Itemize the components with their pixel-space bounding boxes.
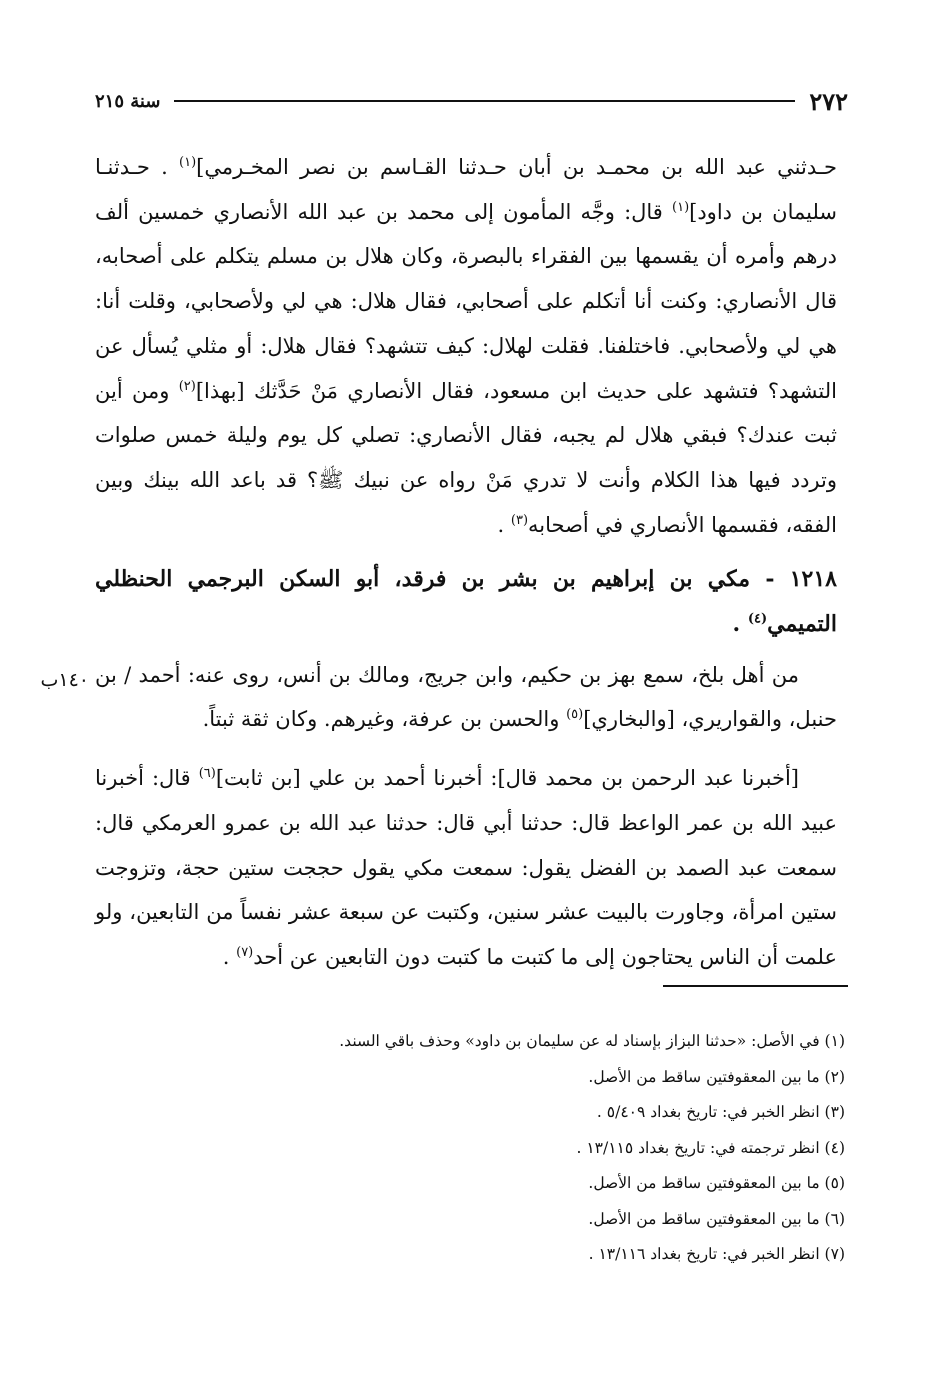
main-text bbox=[40, 145, 838, 980]
footnote: (٤) انظر ترجمته في: تاريخ بغداد ١٣/١١٥ . bbox=[576, 1138, 845, 1157]
page-number: ٢٧٢ bbox=[809, 86, 848, 116]
footnote-ref: (٢) bbox=[178, 378, 196, 394]
footnote-ref: (٣) bbox=[510, 512, 529, 528]
footnote-ref: (٤) bbox=[747, 611, 768, 627]
footnote-ref: (٥) bbox=[566, 707, 584, 723]
margin-folio-note: ١٤٠ب bbox=[40, 668, 89, 691]
paragraph-biography: ١٤٠ب من أهل بلخ، سمع بهز بن حكيم، وابن جريج، ومالك بن أنس، روى عنه: أحمد / بن حنبل، والقواريري، [والبخاري]$^{(٥)}$ والحسن بن عرفة، وغيرهم. وكان ثقة ثبتاً. bbox=[95, 653, 837, 742]
footnote: (٣) انظر الخبر في: تاريخ بغداد ٥/٤٠٩ . bbox=[596, 1103, 845, 1121]
running-header bbox=[95, 86, 848, 116]
header-rule bbox=[174, 100, 795, 102]
footnote-rule bbox=[663, 985, 848, 987]
footnote: (٦) ما بين المعقوفتين ساقط من الأصل. bbox=[588, 1209, 845, 1228]
footnote-ref: (٦) bbox=[198, 766, 216, 782]
footnote: (٢) ما بين المعقوفتين ساقط من الأصل. bbox=[588, 1067, 845, 1086]
footnote-ref: (٧) bbox=[236, 944, 254, 960]
footnote-ref: (١) bbox=[672, 199, 690, 215]
footnote: (١) في الأصل: «حدثنا البزاز بإسناد له عن سليمان بن داود» وحذف باقي السند. bbox=[339, 1032, 845, 1050]
paragraph-narration: حـدثني عبد الله بن محمـد بن أبان حـدثنا القـاسم بن نصر المخـرمي]$^{(١)}$ . حـدثنـا سليمان بن داود]$^{(١)}$ قال: وجَّه المأمون إلى محمد بن عبد الله الأنصاري خمسين ألف درهم وأمره أن يقسمها بين الفقراء بالبصرة، وكان هلال بن مسلم يتكلم على أصحابه، قال الأنصاري: وكنت أنا أتكلم على أصحابي، فقال هلال: هي لي ولأصحابي، وقلت أنا: هي لي ولأصحابي. فاختلفنا. فقلت لهلال: كيف تتشهد؟ فقال هلال: أو مثلي يُسأل عن التشهد؟ فتشهد على حديث ابن مسعود، فقال الأنصاري مَنْ حَدَّثك [بهذا]$^{(٢)}$ ومن أين ثبت عندك؟ فبقي هلال لم يجبه، فقال الأنصاري: تصلي كل يوم وليلة خمس صلوات وتردد فيها هذا الكلام وأنت لا تدري مَنْ رواه عن نبيك ﷺ؟ قد باعد الله بينك وبين الفقه، فقسمها الأنصاري في أصحابه$^{(٣)}$ . bbox=[95, 155, 838, 537]
footnote: (٧) انظر الخبر في: تاريخ بغداد ١٣/١١٦ . bbox=[588, 1245, 845, 1263]
paragraph-report: [أخبرنا عبد الرحمن بن محمد قال]: أخبرنا أحمد بن علي [بن ثابت]$^{(٦)}$ قال: أخبرنا عبيد الله بن عمر الواعظ قال: حدثنا أبي قال: حدثنا عبد الله بن عمرو العرمكي قال: سمعت عبد الصمد بن الفضل يقول: سمعت مكي يقول حججت ستين حجة، وتزوجت ستين امرأة، وجاورت بالبيت عشر سنين، وكتبت عن سبعة عشر نفساً من التابعين، ولو علمت أن الناس يحتاجون إلى ما كتبت ما كتبت دون التابعين عن أحد$^{(٧)}$ . bbox=[95, 766, 837, 969]
footnote: (٥) ما بين المعقوفتين ساقط من الأصل. bbox=[588, 1174, 845, 1192]
year-label: سنة ٢١٥ bbox=[95, 90, 161, 112]
entry-heading: ١٢١٨ - مكي بن إبراهيم بن بشر بن فرقد، أبو السكن البرجمي الحنظلي التميمي$^{(٤)}$ . bbox=[95, 566, 837, 638]
footnote-ref: (١) bbox=[179, 155, 197, 170]
footnotes bbox=[95, 1028, 845, 1277]
